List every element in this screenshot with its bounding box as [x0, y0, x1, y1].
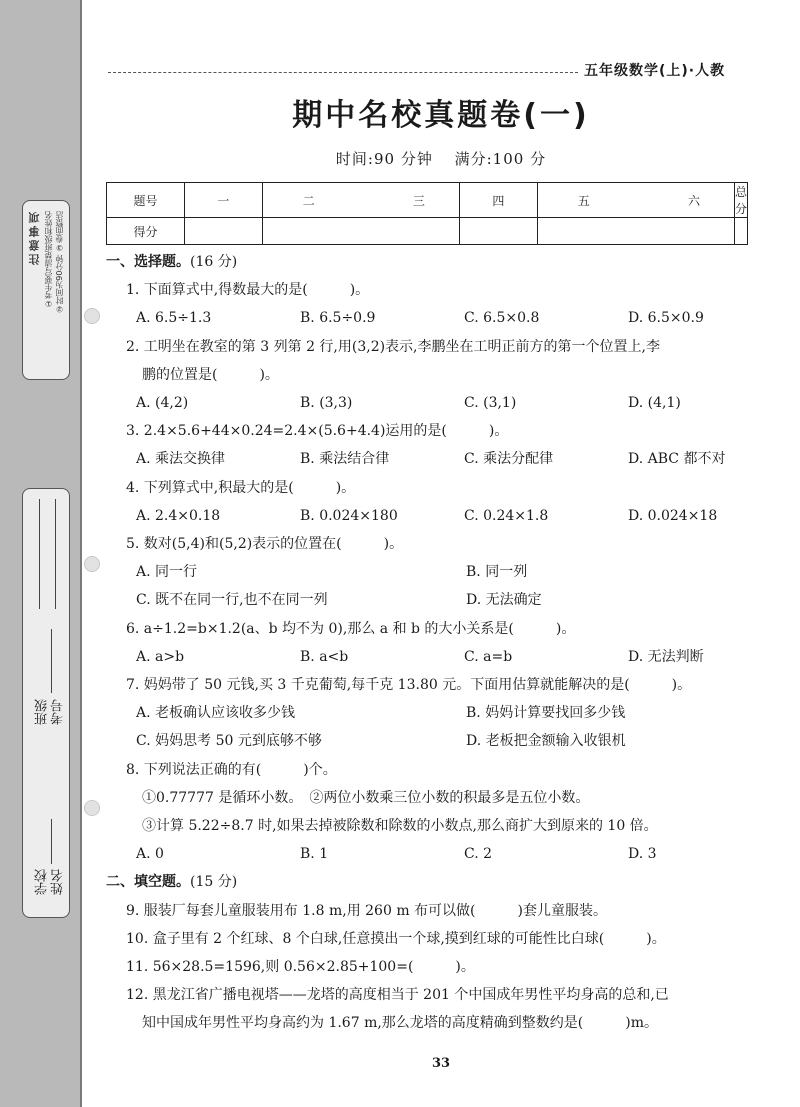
- header-cell-2-3: [262, 183, 459, 218]
- exam-number-field[interactable]: [45, 629, 83, 739]
- option[interactable]: D. ABC 都不对: [628, 451, 726, 468]
- option[interactable]: B. 乘法结合律: [300, 451, 390, 468]
- option[interactable]: D. 无法判断: [628, 648, 704, 665]
- question-4: 4. 下列算式中,积最大的是( )。: [126, 479, 356, 496]
- score-table-header-row: [107, 183, 748, 218]
- option[interactable]: A. 乘法交换律: [136, 451, 226, 468]
- header-cell-5: 五: [577, 193, 590, 208]
- option[interactable]: C. 乘法分配律: [464, 451, 554, 468]
- binding-hole: [84, 556, 100, 572]
- header-cell-4: 四: [459, 183, 537, 218]
- question-7-options-row-1: [110, 699, 760, 727]
- option[interactable]: A. a>b: [136, 648, 185, 665]
- exam-number-label: 考号: [51, 699, 66, 725]
- grade-label: 五年级数学(上)·人教: [584, 63, 726, 79]
- section-2-points: (15 分): [190, 874, 238, 891]
- page-number: 33: [431, 1056, 451, 1071]
- question-8-statement-1: ①0.77777 是循环小数。 ②两位小数乘三位小数的积最多是五位小数。: [142, 789, 590, 806]
- question-10: 10. 盒子里有 2 个红球、8 个白球,任意摸出一个球,摸到红球的可能性比白球( )。: [126, 930, 666, 947]
- option[interactable]: D. 0.024×18: [628, 507, 718, 524]
- question-7-options-row-2: [110, 727, 760, 755]
- header-cell-number: 题号: [107, 183, 185, 218]
- full-score: 满分:100 分: [454, 150, 547, 168]
- question-5: 5. 数对(5,4)和(5,2)表示的位置在( )。: [126, 536, 404, 553]
- option[interactable]: D. 无法确定: [466, 592, 542, 609]
- time-score-info: [0, 148, 800, 169]
- option[interactable]: C. 既不在同一行,也不在同一列: [136, 592, 328, 609]
- question-8-options: [110, 840, 760, 868]
- header-cell-3: 三: [412, 193, 425, 208]
- top-underline-2: [55, 499, 56, 609]
- question-2-line-2: 鹏的位置是( )。: [142, 366, 279, 383]
- option[interactable]: A. 6.5÷1.3: [136, 310, 212, 327]
- score-row-label: 得分: [107, 218, 185, 245]
- section-2-title: [106, 868, 760, 896]
- question-11: 11. 56×28.5=1596,则 0.56×2.85+100=( )。: [126, 959, 475, 976]
- question-3-options: [110, 445, 760, 473]
- page-title: 期中名校真题卷(一): [292, 98, 590, 133]
- score-cell-1[interactable]: [184, 218, 262, 245]
- option[interactable]: D. 老板把金额输入收银机: [466, 733, 626, 750]
- option[interactable]: D. 3: [628, 846, 657, 863]
- option[interactable]: C. 妈妈思考 50 元到底够不够: [136, 733, 322, 750]
- score-table-score-row: [107, 218, 748, 245]
- question-6-options: [110, 643, 760, 671]
- option[interactable]: B. (3,3): [300, 395, 353, 412]
- score-table: [106, 182, 748, 245]
- top-underline-1: [39, 499, 40, 609]
- option[interactable]: B. 1: [300, 846, 329, 863]
- header-cell-6: 六: [687, 193, 700, 208]
- question-6: 6. a÷1.2=b×1.2(a、b 均不为 0),那么 a 和 b 的大小关系是( )。: [126, 620, 576, 637]
- name-field[interactable]: [45, 819, 83, 909]
- question-5-options-row-1: [110, 558, 760, 586]
- class-label: 班级: [35, 699, 50, 725]
- header-cell-total: 总分: [734, 183, 747, 218]
- question-8: 8. 下列说法正确的有( )个。: [126, 761, 337, 778]
- option[interactable]: C. 2: [464, 846, 493, 863]
- binding-hole: [84, 308, 100, 324]
- score-cell-total[interactable]: [734, 218, 747, 245]
- section-2-label: 二、填空题。: [106, 874, 190, 891]
- question-7: 7. 妈妈带了 50 元钱,买 3 千克葡萄,每千克 13.80 元。下面用估算就能解决的是( )。: [126, 677, 692, 694]
- option[interactable]: C. a=b: [464, 648, 513, 665]
- option[interactable]: C. 6.5×0.8: [464, 310, 540, 327]
- header-dashed-line: [108, 72, 578, 73]
- header-cell-2: 二: [302, 193, 315, 208]
- score-cell-2-3[interactable]: [262, 218, 459, 245]
- option[interactable]: C. 0.24×1.8: [464, 507, 549, 524]
- question-1: 1. 下面算式中,得数最大的是( )。: [126, 282, 370, 299]
- question-4-options: [110, 502, 760, 530]
- option[interactable]: A. 同一行: [136, 564, 198, 581]
- score-cell-5-6[interactable]: [537, 218, 734, 245]
- school-label: 学校: [35, 869, 50, 895]
- section-1-title: [106, 248, 760, 276]
- option[interactable]: B. a<b: [300, 648, 349, 665]
- exam-content: [106, 248, 760, 1038]
- option[interactable]: B. 妈妈计算要找回多少钱: [466, 705, 626, 722]
- question-2-line-1: 2. 工明坐在教室的第 3 列第 2 行,用(3,2)表示,李鹏坐在工明正前方的第一个位置上,李: [126, 338, 660, 355]
- option[interactable]: B. 0.024×180: [300, 507, 398, 524]
- option[interactable]: D. 6.5×0.9: [628, 310, 704, 327]
- option[interactable]: A. 0: [136, 846, 164, 863]
- option[interactable]: A. 老板确认应该收多少钱: [136, 705, 296, 722]
- student-info-box: [22, 488, 70, 918]
- question-9: 9. 服装厂每套儿童服装用布 1.8 m,用 260 m 布可以做( )套儿童服装。: [126, 902, 607, 919]
- notice-line-1: ①考生要写清楚班级和姓名: [44, 211, 53, 308]
- question-2-options: [110, 389, 760, 417]
- header-cell-5-6: [537, 183, 734, 218]
- option[interactable]: D. (4,1): [628, 395, 681, 412]
- section-1-points: (16 分): [190, 254, 238, 270]
- question-3: 3. 2.4×5.6+44×0.24=2.4×(5.6+4.4)运用的是( )。: [126, 423, 509, 440]
- binding-hole: [84, 800, 100, 816]
- section-1-label: 一、选择题。: [106, 254, 190, 270]
- notice-title: 注意事项: [28, 209, 41, 265]
- question-12-line-1: 12. 黑龙江省广播电视塔——龙塔的高度相当于 201 个中国成年男性平均身高的总和,已: [126, 987, 669, 1004]
- question-8-statement-2: ③计算 5.22÷8.7 时,如果去掉被除数和除数的小数点,那么商扩大到原来的 10 倍。: [142, 818, 658, 835]
- score-cell-4[interactable]: [459, 218, 537, 245]
- question-1-options: [110, 304, 760, 332]
- option[interactable]: A. (4,2): [136, 395, 189, 412]
- question-5-options-row-2: [110, 586, 760, 614]
- notice-box: [22, 200, 70, 380]
- notice-line-2: ②时间为90分钟 ③卷面整洁: [55, 211, 64, 314]
- option[interactable]: A. 2.4×0.18: [136, 507, 221, 524]
- time-limit: 时间:90 分钟: [335, 150, 433, 168]
- name-label: 姓名: [51, 869, 66, 895]
- question-12-line-2: 知中国成年男性平均身高约为 1.67 m,那么龙塔的高度精确到整数约是( )m。: [142, 1015, 658, 1032]
- option[interactable]: B. 同一列: [466, 564, 528, 581]
- option[interactable]: B. 6.5÷0.9: [300, 310, 376, 327]
- header-cell-1: 一: [184, 183, 262, 218]
- option[interactable]: C. (3,1): [464, 395, 517, 412]
